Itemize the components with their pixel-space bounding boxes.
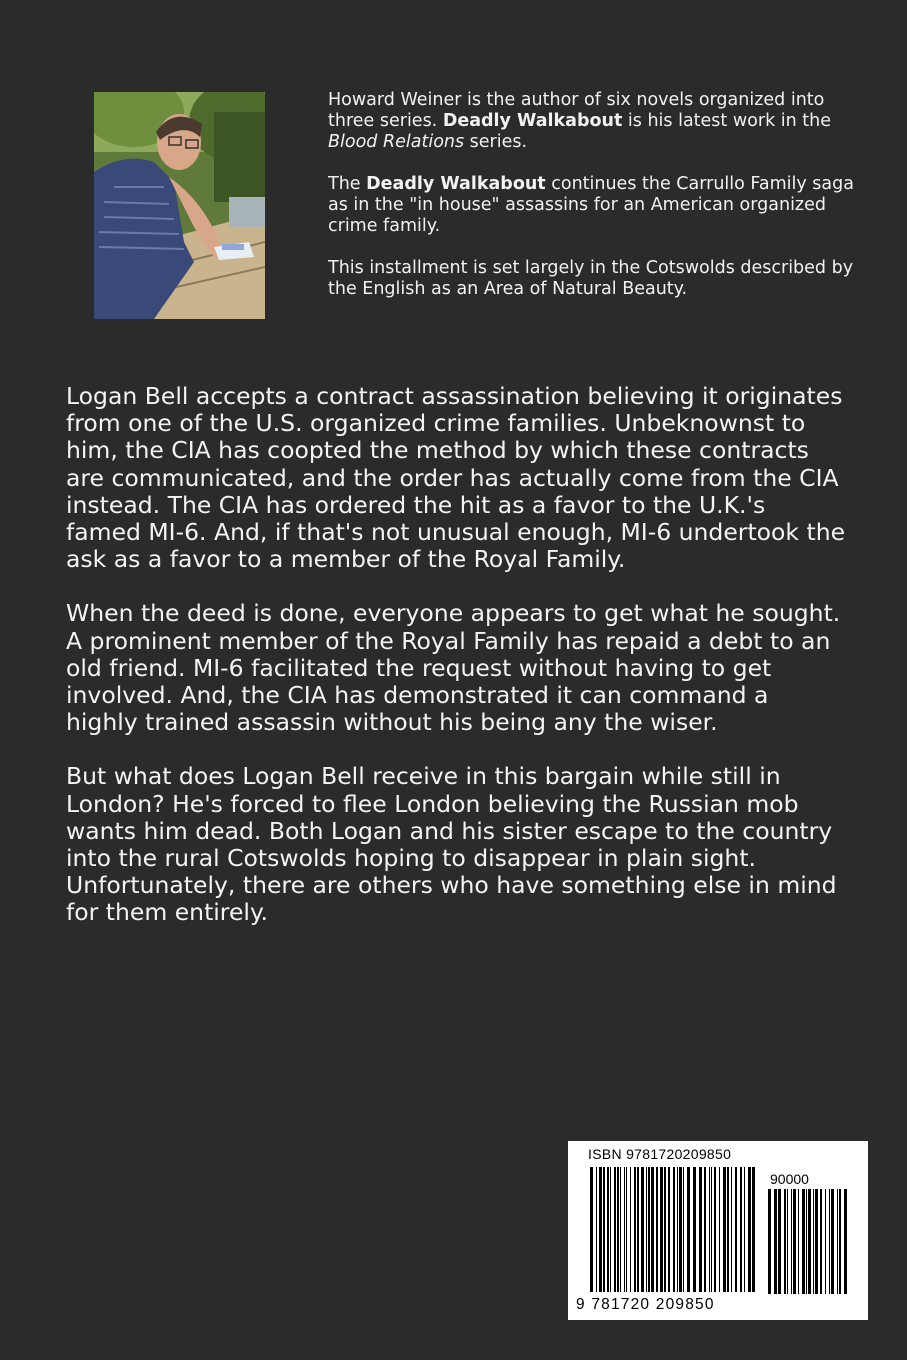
barcode-bar bbox=[677, 1167, 678, 1292]
barcode-bar bbox=[624, 1167, 625, 1292]
barcode-bar bbox=[704, 1167, 706, 1292]
barcode-bar bbox=[610, 1167, 611, 1292]
barcode-bar bbox=[599, 1167, 602, 1292]
bio-text: Howard Weiner is the author of six novels organized into three series. bbox=[328, 90, 825, 131]
barcode-bar bbox=[798, 1189, 799, 1294]
barcode-bar bbox=[679, 1167, 682, 1292]
barcode-bar bbox=[839, 1189, 841, 1294]
barcode-bar bbox=[806, 1189, 807, 1294]
barcode-bar bbox=[740, 1167, 742, 1292]
barcode-bar bbox=[634, 1167, 636, 1292]
barcode-digits: 9 781720 209850 bbox=[576, 1296, 715, 1313]
barcode-bar bbox=[711, 1167, 712, 1292]
blurb-paragraph: But what does Logan Bell receive in this bargain while still in London? He's forced to flee London believing the Russian mob wants him dead. Both Logan and his sister escape to the country into the rural Cotswolds hoping to disappear in plain sight. Unfortunately, there are others who have something else in mind for them entirely. bbox=[66, 762, 837, 927]
barcode-bars bbox=[568, 1141, 868, 1320]
barcode-bar bbox=[791, 1189, 792, 1294]
book-title: Deadly Walkabout bbox=[366, 174, 546, 194]
bio-text: The bbox=[328, 174, 367, 194]
barcode-bar bbox=[699, 1167, 702, 1292]
barcode-bar bbox=[813, 1189, 814, 1294]
barcode-bar bbox=[656, 1167, 658, 1292]
barcode-bar bbox=[641, 1167, 644, 1292]
barcode-bar bbox=[784, 1189, 786, 1294]
barcode-bar bbox=[735, 1167, 737, 1292]
barcode-bar bbox=[630, 1167, 631, 1292]
bio-text: is his latest work in the bbox=[622, 111, 832, 131]
barcode-bar bbox=[774, 1189, 777, 1294]
barcode-bar bbox=[646, 1167, 647, 1292]
barcode-bar bbox=[829, 1189, 830, 1294]
author-bio-paragraph bbox=[328, 174, 868, 237]
author-photo bbox=[94, 92, 265, 319]
barcode-bar bbox=[768, 1189, 771, 1294]
barcode-bar bbox=[603, 1167, 605, 1292]
author-bio-paragraph bbox=[328, 90, 868, 153]
barcode-bar bbox=[825, 1189, 826, 1294]
blurb-paragraph: When the deed is done, everyone appears to get what he sought. A prominent member of the Royal Family has repaid a debt to an old friend. MI-6 facilitated the request without having to get involved. And, the CIA has demonstrated it can command a highly trained assassin without his being any the wiser. bbox=[66, 599, 841, 737]
barcode-bar bbox=[723, 1167, 726, 1292]
barcode-bar bbox=[607, 1167, 609, 1292]
author-photo-illustration bbox=[94, 92, 265, 319]
barcode-bar bbox=[714, 1167, 716, 1292]
barcode-bar bbox=[620, 1167, 621, 1292]
barcode-bar bbox=[709, 1167, 710, 1292]
barcode-bar bbox=[626, 1167, 627, 1292]
barcode-bar bbox=[660, 1167, 663, 1292]
barcode-bar bbox=[664, 1167, 666, 1292]
barcode-bar bbox=[808, 1189, 811, 1294]
barcode-bar bbox=[617, 1167, 619, 1292]
barcode-bar bbox=[815, 1189, 818, 1294]
barcode-bar bbox=[596, 1167, 597, 1292]
barcode-bar bbox=[837, 1189, 838, 1294]
barcode-bar bbox=[648, 1167, 650, 1292]
barcode-bar bbox=[793, 1189, 796, 1294]
barcode-bar bbox=[727, 1167, 729, 1292]
barcode-bar bbox=[683, 1167, 684, 1292]
isbn-barcode bbox=[568, 1141, 868, 1320]
book-blurb bbox=[66, 383, 846, 954]
bio-text: continues the Carrullo Family saga as in the "in house" assassins for an American organized crime family. bbox=[328, 174, 854, 236]
barcode-bar bbox=[752, 1167, 755, 1292]
barcode-bar bbox=[651, 1167, 654, 1292]
barcode-bar bbox=[687, 1167, 690, 1292]
isbn-label: ISBN 9781720209850 bbox=[588, 1146, 732, 1162]
barcode-bar bbox=[693, 1167, 696, 1292]
barcode-bar bbox=[748, 1167, 751, 1292]
barcode-bar bbox=[778, 1189, 781, 1294]
blurb-paragraph: Logan Bell accepts a contract assassination believing it originates from one of the U.S. organized crime families. Unbeknownst to him, the CIA has coopted the method by which these contracts are communicated, and the order has actually come from the CIA instead. The CIA has ordered the hit as a favor to the U.K.'s famed MI-6. And, if that's not unusual enough, MI-6 undertook the ask as a favor to a member of the Royal Family. bbox=[66, 382, 846, 574]
series-title: Blood Relations bbox=[328, 132, 465, 152]
barcode-bar bbox=[831, 1189, 834, 1294]
barcode-bar bbox=[673, 1167, 675, 1292]
book-title: Deadly Walkabout bbox=[442, 111, 623, 131]
barcode-bar bbox=[744, 1167, 745, 1292]
author-bio bbox=[328, 90, 868, 321]
barcode-bar bbox=[614, 1167, 616, 1292]
barcode-bar bbox=[590, 1167, 593, 1292]
author-bio-paragraph: This installment is set largely in the Cotswolds described by the English as an Area of Natural Beauty. bbox=[328, 258, 854, 299]
barcode-bar bbox=[844, 1189, 847, 1294]
barcode-bar bbox=[719, 1167, 720, 1292]
barcode-bar bbox=[787, 1189, 788, 1294]
bio-text: series. bbox=[464, 132, 528, 152]
barcode-bar bbox=[668, 1167, 670, 1292]
price-code: 90000 bbox=[770, 1171, 809, 1187]
barcode-bar bbox=[820, 1189, 822, 1294]
barcode-bar bbox=[731, 1167, 732, 1292]
barcode-bar bbox=[637, 1167, 639, 1292]
barcode-bar bbox=[802, 1189, 805, 1294]
